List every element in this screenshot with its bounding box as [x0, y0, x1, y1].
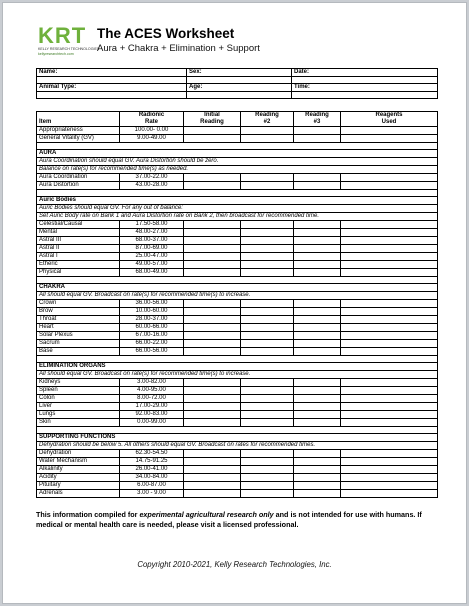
col-header-item: Item: [37, 112, 120, 127]
section-note: Set Auric Body rate on Bank 1 and Aura Distortion rate on Bank 2, then broadcast for recommended time.: [37, 213, 438, 221]
page-subtitle: Aura + Chakra + Elimination + Support: [97, 43, 260, 54]
reagents-cell[interactable]: [341, 229, 438, 237]
table-row: [37, 348, 438, 356]
radionic-rate: 17.00-29.00: [120, 403, 184, 411]
section-title: AURA: [37, 150, 438, 158]
reading-2-cell[interactable]: [241, 229, 294, 237]
reading-2-cell[interactable]: [241, 403, 294, 411]
reading-3-cell[interactable]: [294, 332, 341, 340]
reading-2-cell[interactable]: [241, 419, 294, 427]
reagents-cell[interactable]: [341, 466, 438, 474]
reading-2-cell[interactable]: [241, 458, 294, 466]
initial-reading-cell[interactable]: [184, 308, 241, 316]
info-row-1: [37, 69, 438, 77]
initial-reading-cell[interactable]: [184, 482, 241, 490]
gap-cell: [37, 190, 438, 197]
reagents-cell[interactable]: [341, 419, 438, 427]
reagents-cell[interactable]: [341, 340, 438, 348]
reagents-cell[interactable]: [341, 458, 438, 466]
reading-2-cell[interactable]: [241, 308, 294, 316]
reading-2-cell[interactable]: [241, 482, 294, 490]
reading-2-cell[interactable]: [241, 490, 294, 498]
item-name: Solar Plexus: [37, 332, 120, 340]
initial-reading-cell[interactable]: [184, 490, 241, 498]
item-name: Astral II: [37, 245, 120, 253]
initial-reading-cell[interactable]: [184, 174, 241, 182]
initial-reading-cell[interactable]: [184, 419, 241, 427]
table-row: [37, 458, 438, 466]
table-row: [37, 245, 438, 253]
initial-reading-cell[interactable]: [184, 261, 241, 269]
reading-3-cell[interactable]: [294, 419, 341, 427]
reading-3-cell[interactable]: [294, 253, 341, 261]
col-header-initial-reading: [184, 112, 241, 127]
radionic-rate: 25.00-47.00: [120, 253, 184, 261]
reagents-cell[interactable]: [341, 482, 438, 490]
time-field[interactable]: Time:: [292, 84, 438, 92]
col-header-reagents-line: Reagents: [375, 112, 403, 118]
item-name: Crown: [37, 300, 120, 308]
section-note-row: [37, 213, 438, 221]
section-title: ELIMINATION ORGANS: [37, 363, 438, 371]
table-row: [37, 419, 438, 427]
initial-reading-cell[interactable]: [184, 221, 241, 229]
col-header-initial-reading-line: Initial: [204, 112, 220, 118]
table-row: [37, 269, 438, 277]
reading-3-cell[interactable]: [294, 379, 341, 387]
reading-3-cell[interactable]: [294, 387, 341, 395]
initial-reading-cell[interactable]: [184, 387, 241, 395]
table-row: [37, 300, 438, 308]
initial-reading-cell[interactable]: [184, 182, 241, 190]
reading-2-cell[interactable]: [241, 135, 294, 143]
section-note-row: [37, 371, 438, 379]
logo-company: KELLY RESEARCH TECHNOLOGIES: [38, 47, 100, 51]
radionic-rate: 66.00-56.00: [120, 348, 184, 356]
item-name: Liver: [37, 403, 120, 411]
section-note: All should equal GV. Broadcast on rate(s) for recommended time(s) to increase.: [37, 292, 438, 300]
section-gap: [37, 277, 438, 284]
initial-reading-cell[interactable]: [184, 300, 241, 308]
reading-2-cell[interactable]: [241, 174, 294, 182]
section-note: All should equal GV. Broadcast on rate(s) for recommended time(s) to increase.: [37, 371, 438, 379]
reading-3-cell[interactable]: [294, 269, 341, 277]
section-gap: [37, 143, 438, 150]
copyright: Copyright 2010-2021, Kelly Research Technologies, Inc.: [137, 560, 332, 569]
radionic-rate: 0.00-99.00: [120, 419, 184, 427]
item-name: General Vitality (GV): [37, 135, 120, 143]
table-row: [37, 253, 438, 261]
reagents-cell[interactable]: [341, 135, 438, 143]
table-row: [37, 237, 438, 245]
reagents-cell[interactable]: [341, 474, 438, 482]
readings-table: [36, 111, 438, 498]
initial-reading-cell[interactable]: [184, 332, 241, 340]
reagents-cell[interactable]: [341, 332, 438, 340]
table-row: [37, 411, 438, 419]
section-gap: [37, 190, 438, 197]
reagents-cell[interactable]: [341, 379, 438, 387]
item-name: Pituitary: [37, 482, 120, 490]
table-row: [37, 379, 438, 387]
radionic-rate: 14.75-91.25: [120, 458, 184, 466]
table-row: [37, 221, 438, 229]
item-name: Sacrum: [37, 340, 120, 348]
item-name: Kidneys: [37, 379, 120, 387]
reagents-cell[interactable]: [341, 237, 438, 245]
gap-cell: [37, 143, 438, 150]
section-note-row: [37, 166, 438, 174]
section-note: Dehydration should be below 5. All others should equal GV. Broadcast on rates for recommended times.: [37, 442, 438, 450]
radionic-rate: 92.00-83.00: [120, 411, 184, 419]
table-row: [37, 403, 438, 411]
table-row: [37, 316, 438, 324]
col-header-reading-2-line: Reading: [255, 112, 279, 118]
reagents-cell[interactable]: [341, 253, 438, 261]
item-name: Water Mechanism: [37, 458, 120, 466]
col-header-reagents: [341, 112, 438, 127]
patient-info-table: [36, 68, 438, 99]
radionic-rate: 6.00-87.00: [120, 482, 184, 490]
reading-3-cell[interactable]: [294, 237, 341, 245]
reading-3-cell[interactable]: [294, 308, 341, 316]
reading-2-cell[interactable]: [241, 332, 294, 340]
reading-3-cell[interactable]: [294, 261, 341, 269]
date-field[interactable]: Date:: [292, 69, 438, 77]
reading-2-cell[interactable]: [241, 269, 294, 277]
radionic-rate: 100.00- 0.00: [120, 127, 184, 135]
item-name: Lungs: [37, 411, 120, 419]
reading-2-cell[interactable]: [241, 300, 294, 308]
radionic-rate: 49.00-57.00: [120, 261, 184, 269]
page-title: The ACES Worksheet: [97, 26, 235, 41]
section-title-row: [37, 197, 438, 205]
section-title: Auric Bodies: [37, 197, 438, 205]
reagents-cell[interactable]: [341, 316, 438, 324]
info-spacer: [37, 77, 438, 84]
item-name: Heart: [37, 324, 120, 332]
radionic-rate: 36.00-56.00: [120, 300, 184, 308]
reagents-cell[interactable]: [341, 387, 438, 395]
reading-2-cell[interactable]: [241, 411, 294, 419]
radionic-rate: 4.00-95.00: [120, 387, 184, 395]
item-name: Adrenals: [37, 490, 120, 498]
item-name: Skin: [37, 419, 120, 427]
initial-reading-cell[interactable]: [184, 269, 241, 277]
gap-cell: [37, 427, 438, 434]
animal-type-field[interactable]: Animal Type:: [37, 84, 187, 92]
reagents-cell[interactable]: [341, 174, 438, 182]
table-row: [37, 127, 438, 135]
reagents-cell[interactable]: [341, 395, 438, 403]
table-row: [37, 261, 438, 269]
radionic-rate: 43.00-28.00: [120, 182, 184, 190]
col-header-reading-3-line: Reading: [305, 112, 329, 118]
reagents-cell[interactable]: [341, 308, 438, 316]
reagents-cell[interactable]: [341, 245, 438, 253]
initial-reading-cell[interactable]: [184, 316, 241, 324]
col-header-reading-2-line: #2: [263, 119, 271, 125]
radionic-rate: 68.00-37.00: [120, 237, 184, 245]
radionic-rate: 9.00-49.00: [120, 135, 184, 143]
radionic-rate: 8.00-72.00: [120, 395, 184, 403]
item-name: Astral III: [37, 237, 120, 245]
item-name: Throat: [37, 316, 120, 324]
reading-3-cell[interactable]: [294, 348, 341, 356]
section-title-row: [37, 363, 438, 371]
item-name: Celestial/Causal: [37, 221, 120, 229]
table-row: [37, 332, 438, 340]
col-header-initial-reading-line: Reading: [200, 119, 224, 125]
initial-reading-cell[interactable]: [184, 450, 241, 458]
initial-reading-cell[interactable]: [184, 340, 241, 348]
item-name: Colon: [37, 395, 120, 403]
item-name: Physical: [37, 269, 120, 277]
reading-3-cell[interactable]: [294, 221, 341, 229]
item-name: Brow: [37, 308, 120, 316]
initial-reading-cell[interactable]: [184, 474, 241, 482]
col-header-reading-3-line: #3: [313, 119, 321, 125]
reading-2-cell[interactable]: [241, 387, 294, 395]
initial-reading-cell[interactable]: [184, 458, 241, 466]
item-name: Alkalinity: [37, 466, 120, 474]
reading-2-cell[interactable]: [241, 450, 294, 458]
initial-reading-cell[interactable]: [184, 379, 241, 387]
disclaimer-part1: This information compiled for: [36, 510, 140, 519]
item-name: Base: [37, 348, 120, 356]
reading-3-cell[interactable]: [294, 245, 341, 253]
radionic-rate: 28.00-37.00: [120, 316, 184, 324]
reagents-cell[interactable]: [341, 127, 438, 135]
table-row: [37, 182, 438, 190]
table-row: [37, 340, 438, 348]
radionic-rate: 26.00-41.00: [120, 466, 184, 474]
section-note: Balance on rate(s) for recommended time(s) as needed.: [37, 166, 438, 174]
initial-reading-cell[interactable]: [184, 466, 241, 474]
reagents-cell[interactable]: [341, 348, 438, 356]
item-name: Aura Coordination: [37, 174, 120, 182]
reading-3-cell[interactable]: [294, 458, 341, 466]
radionic-rate: 37.00-22.00: [120, 174, 184, 182]
reading-2-cell[interactable]: [241, 324, 294, 332]
col-header-reading-2: [241, 112, 294, 127]
table-row: [37, 135, 438, 143]
section-note-row: [37, 442, 438, 450]
reading-3-cell[interactable]: [294, 403, 341, 411]
reading-3-cell[interactable]: [294, 466, 341, 474]
section-gap: [37, 356, 438, 363]
reading-3-cell[interactable]: [294, 450, 341, 458]
col-header-radionic-rate-line: Rate: [144, 119, 158, 125]
gap-cell: [37, 277, 438, 284]
initial-reading-cell[interactable]: [184, 237, 241, 245]
section-title: CHAKRA: [37, 284, 438, 292]
reading-3-cell[interactable]: [294, 411, 341, 419]
table-row: [37, 229, 438, 237]
reading-3-cell[interactable]: [294, 229, 341, 237]
reading-2-cell[interactable]: [241, 182, 294, 190]
table-row: [37, 450, 438, 458]
initial-reading-cell[interactable]: [184, 127, 241, 135]
reagents-cell[interactable]: [341, 261, 438, 269]
reading-2-cell[interactable]: [241, 340, 294, 348]
logo-mark: KRT: [38, 23, 87, 48]
sex-field[interactable]: Sex:: [187, 69, 292, 77]
radionic-rate: 34.00-84.00: [120, 474, 184, 482]
item-name: Etheric: [37, 261, 120, 269]
reading-2-cell[interactable]: [241, 466, 294, 474]
reading-3-cell[interactable]: [294, 174, 341, 182]
radionic-rate: 87.00-69.00: [120, 245, 184, 253]
initial-reading-cell[interactable]: [184, 245, 241, 253]
reagents-cell[interactable]: [341, 490, 438, 498]
reading-2-cell[interactable]: [241, 395, 294, 403]
initial-reading-cell[interactable]: [184, 253, 241, 261]
initial-reading-cell[interactable]: [184, 135, 241, 143]
radionic-rate: 48.00-27.00: [120, 229, 184, 237]
radionic-rate: 62.30-54.50: [120, 450, 184, 458]
table-row: [37, 466, 438, 474]
name-field[interactable]: Name:: [37, 69, 187, 77]
disclaimer-part2: and is not intended for use with humans. If medical or mental health care is needed, please visit a licensed professional.: [36, 510, 422, 529]
table-row: [37, 324, 438, 332]
reading-3-cell[interactable]: [294, 490, 341, 498]
disclaimer: [36, 510, 440, 529]
radionic-rate: 66.00-22.00: [120, 340, 184, 348]
section-title-row: [37, 284, 438, 292]
reagents-cell[interactable]: [341, 269, 438, 277]
reading-2-cell[interactable]: [241, 127, 294, 135]
reading-3-cell[interactable]: [294, 324, 341, 332]
section-note-row: [37, 292, 438, 300]
item-name: Appropriateness: [37, 127, 120, 135]
reagents-cell[interactable]: [341, 300, 438, 308]
item-name: Astral I: [37, 253, 120, 261]
radionic-rate: 10.00-60.00: [120, 308, 184, 316]
radionic-rate: 3.00 - 9.00: [120, 490, 184, 498]
reading-2-cell[interactable]: [241, 348, 294, 356]
table-row: [37, 395, 438, 403]
radionic-rate: 60.00-66.00: [120, 324, 184, 332]
reagents-cell[interactable]: [341, 411, 438, 419]
section-note: Auric Bodies should equal GV. For any out of balance:: [37, 205, 438, 213]
initial-reading-cell[interactable]: [184, 411, 241, 419]
col-header-radionic-rate: [120, 112, 184, 127]
reagents-cell[interactable]: [341, 403, 438, 411]
radionic-rate: 17.50-58.00: [120, 221, 184, 229]
info-spacer-2: [37, 92, 438, 99]
col-header-reagents-line: Used: [381, 119, 397, 125]
reading-2-cell[interactable]: [241, 253, 294, 261]
reading-3-cell[interactable]: [294, 135, 341, 143]
reading-3-cell[interactable]: [294, 316, 341, 324]
reading-3-cell[interactable]: [294, 182, 341, 190]
reading-2-cell[interactable]: [241, 316, 294, 324]
col-header-radionic-rate-line: Radionic: [138, 112, 165, 118]
reading-3-cell[interactable]: [294, 395, 341, 403]
initial-reading-cell[interactable]: [184, 229, 241, 237]
reagents-cell[interactable]: [341, 182, 438, 190]
reading-2-cell[interactable]: [241, 379, 294, 387]
item-name: Spleen: [37, 387, 120, 395]
table-row: [37, 474, 438, 482]
table-row: [37, 387, 438, 395]
item-name: Aura Distortion: [37, 182, 120, 190]
table-row: [37, 308, 438, 316]
reagents-cell[interactable]: [341, 324, 438, 332]
initial-reading-cell[interactable]: [184, 403, 241, 411]
initial-reading-cell[interactable]: [184, 395, 241, 403]
reading-3-cell[interactable]: [294, 340, 341, 348]
age-field[interactable]: Age:: [187, 84, 292, 92]
section-title-row: [37, 150, 438, 158]
radionic-rate: 67.00-16.00: [120, 332, 184, 340]
reading-2-cell[interactable]: [241, 221, 294, 229]
item-name: Dehydration: [37, 450, 120, 458]
section-title: SUPPORTING FUNCTIONS: [37, 434, 438, 442]
initial-reading-cell[interactable]: [184, 348, 241, 356]
reagents-cell[interactable]: [341, 450, 438, 458]
section-note: Aura Coordination should equal GV. Aura Distortion should be zero.: [37, 158, 438, 166]
reagents-cell[interactable]: [341, 221, 438, 229]
section-title-row: [37, 434, 438, 442]
krt-logo: [38, 23, 100, 56]
col-header-reading-3: [294, 112, 341, 127]
item-name: Mental: [37, 229, 120, 237]
item-name: Acidity: [37, 474, 120, 482]
column-header-row: [37, 112, 438, 127]
table-row: [37, 174, 438, 182]
reading-2-cell[interactable]: [241, 237, 294, 245]
reading-3-cell[interactable]: [294, 482, 341, 490]
reading-2-cell[interactable]: [241, 474, 294, 482]
radionic-rate: 3.00-82.00: [120, 379, 184, 387]
reading-3-cell[interactable]: [294, 300, 341, 308]
logo-url: kellyresearchtech.com: [38, 51, 74, 56]
table-row: [37, 482, 438, 490]
info-row-2: [37, 84, 438, 92]
gap-cell: [37, 356, 438, 363]
table-row: [37, 490, 438, 498]
reading-2-cell[interactable]: [241, 261, 294, 269]
section-gap: [37, 427, 438, 434]
disclaimer-emphasis: experimental agricultural research only: [139, 510, 274, 519]
initial-reading-cell[interactable]: [184, 324, 241, 332]
radionic-rate: 68.00-49.00: [120, 269, 184, 277]
reading-3-cell[interactable]: [294, 474, 341, 482]
section-note-row: [37, 205, 438, 213]
reading-3-cell[interactable]: [294, 127, 341, 135]
section-note-row: [37, 158, 438, 166]
reading-2-cell[interactable]: [241, 245, 294, 253]
